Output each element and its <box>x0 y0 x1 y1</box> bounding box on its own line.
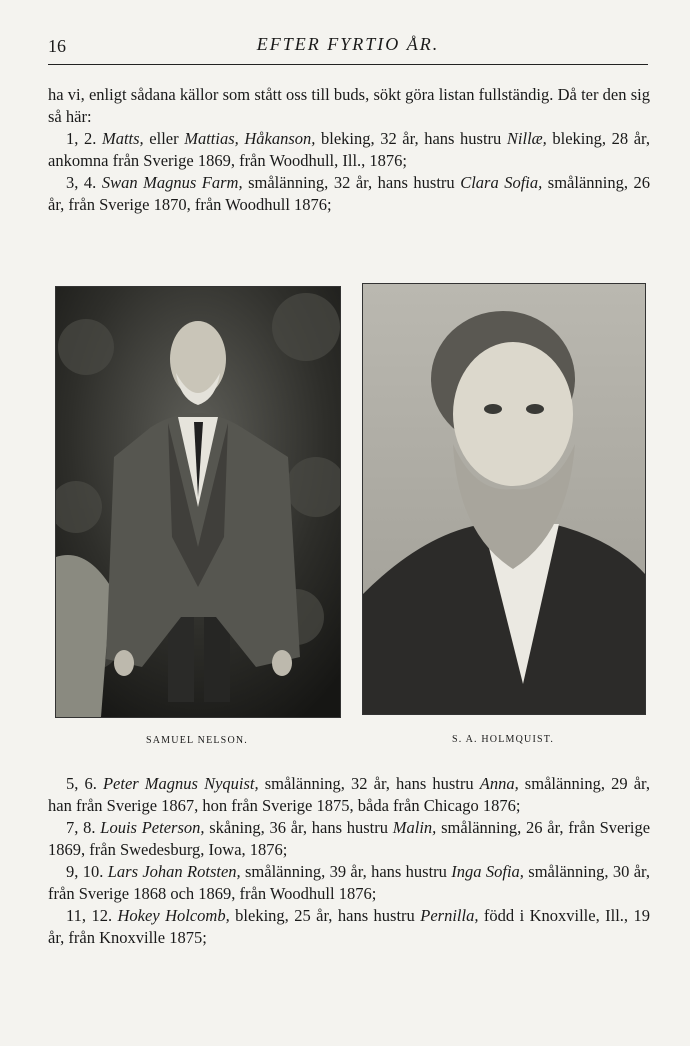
entry-9-10: 9, 10. Lars Johan Rotsten, smålänning, 39 år, hans hustru Inga Sofia, smålänning, 30 år, från Sverige 1868 och 1869, från Woodhull 1876; <box>48 862 650 903</box>
person-name: Matts, <box>101 129 144 148</box>
person-name: Swan Magnus Farm, <box>101 173 243 192</box>
text-top <box>48 84 650 216</box>
page-header <box>48 30 648 65</box>
caption-sa-holmquist: S. A. HOLMQUIST. <box>451 734 555 745</box>
person-name: Hokey Holcomb, <box>117 906 230 925</box>
person-name: Peter Magnus Nyquist, <box>102 774 259 793</box>
entry-7-8: 7, 8. Louis Peterson, skåning, 36 år, hans hustru Malin, smålänning, 26 år, från Sverige 1869, från Swedesburg, Iowa, 1876; <box>48 818 651 859</box>
portrait-sa-holmquist <box>362 283 646 715</box>
intro-paragraph: ha vi, enligt sådana källor som stått oss till buds, sökt göra listan fullständig. Då ter den sig så här: <box>48 85 650 126</box>
wife-name: Inga Sofia, <box>451 862 524 881</box>
entry-5-6: 5, 6. Peter Magnus Nyquist, smålänning, 32 år, hans hustru Anna, smålänning, 29 år, han från Sverige 1867, hon från Sverige 1875, båda från Chicago 1876; <box>48 774 650 815</box>
wife-name: Nillæ, <box>506 129 547 148</box>
portrait-samuel-nelson <box>55 286 341 718</box>
entry-11-12: 11, 12. Hokey Holcomb, bleking, 25 år, hans hustru Pernilla, född i Knoxville, Ill., 19 år, från Knoxville 1875; <box>48 906 650 947</box>
wife-name: Malin, <box>392 818 437 837</box>
text-bottom <box>48 773 650 949</box>
running-title: EFTER FYRTIO ÅR. <box>256 34 440 54</box>
wife-name: Pernilla, <box>420 906 479 925</box>
wife-name: Clara Sofia, <box>460 173 543 192</box>
person-name: Lars Johan Rotsten, <box>107 862 241 881</box>
wife-name: Anna, <box>479 774 519 793</box>
page-number: 16 <box>48 36 66 56</box>
entry-3-4: 3, 4. Swan Magnus Farm, smålänning, 32 år, hans hustru Clara Sofia, smålänning, 26 år, från Sverige 1870, från Woodhull 1876; <box>48 173 651 214</box>
caption-samuel-nelson: SAMUEL NELSON. <box>146 735 248 746</box>
person-name: Louis Peterson, <box>100 818 205 837</box>
person-name: Mattias, Håkanson, <box>184 129 316 148</box>
entry-1-2: 1, 2. Matts, eller Mattias, Håkanson, bleking, 32 år, hans hustru Nillæ, bleking, 28 år, ankomna från Sverige 1869, från Woodhull, Ill., 1876; <box>48 129 651 170</box>
